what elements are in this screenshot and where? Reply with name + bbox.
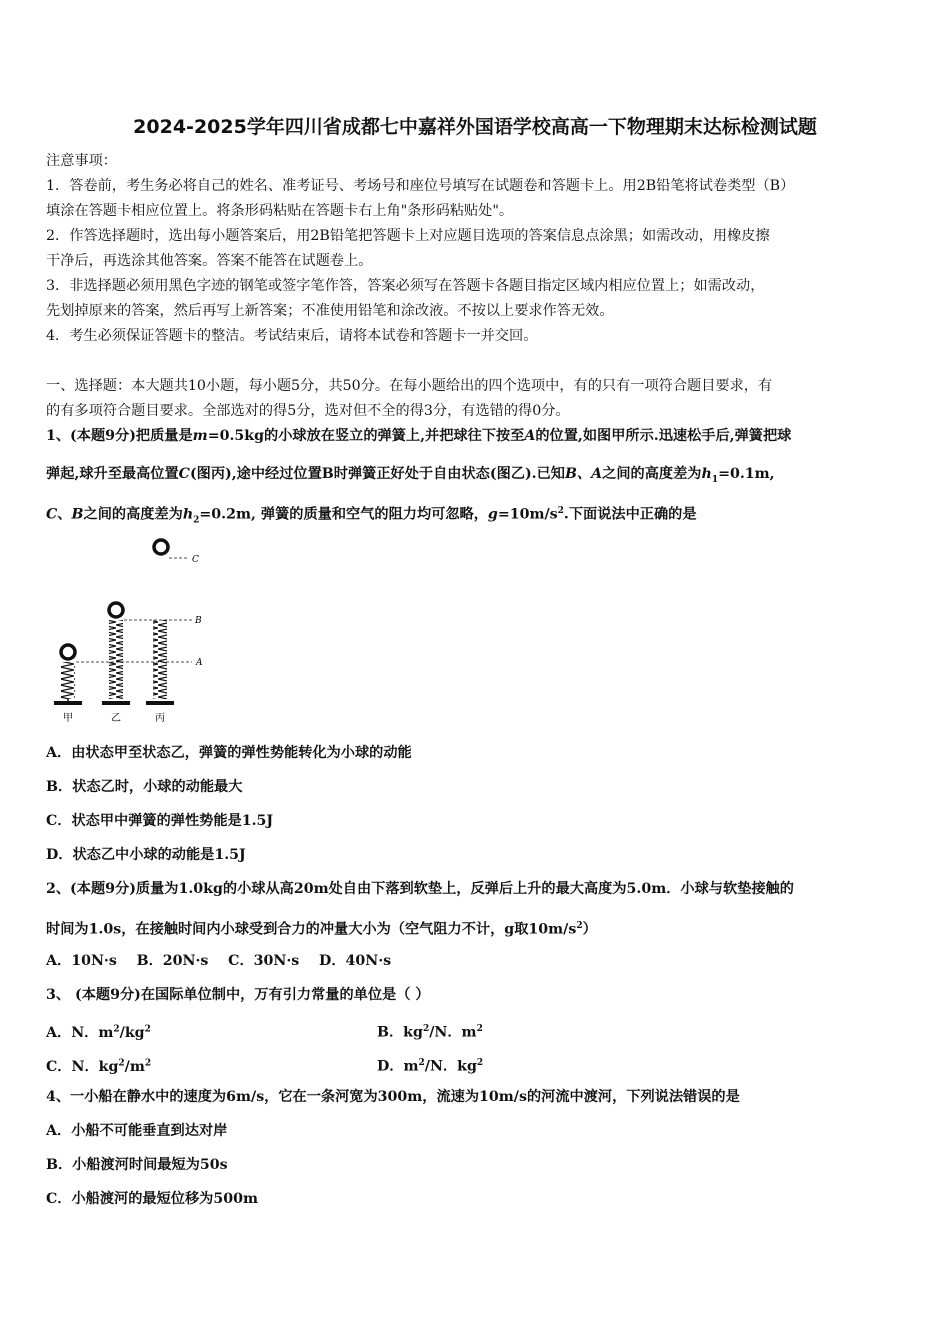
q3-superscript: 2: [422, 1024, 430, 1034]
q1-text: 之间的高度差为: [83, 506, 183, 523]
notice-line: 干净后，再选涂其他答案。答案不能答在试题卷上。: [46, 253, 373, 269]
notice-line: 填涂在答题卡相应位置上。将条形码粘贴在答题卡右上角"条形码粘贴处"。: [46, 203, 514, 219]
q1-var-h1: h: [701, 466, 712, 482]
q3-option-b: [377, 1020, 483, 1042]
section-intro-line: 的有多项符合题目要求。全部选对的得5分，选对但不全的得3分，有选错的得0分。: [46, 403, 570, 419]
page-title: 2024-2025学年四川省成都七中嘉祥外国语学校高高一下物理期末达标检测试题: [133, 116, 817, 138]
label-b: B: [195, 616, 202, 626]
q1-text: =0.5kg的小球放在竖立的弹簧上,并把球往下按至: [207, 428, 525, 444]
q1-stem-line-2: [46, 465, 910, 489]
q1-var-a: A: [524, 428, 536, 444]
q3-superscript: 2: [113, 1024, 120, 1034]
label-c: C: [192, 555, 199, 565]
notice-line: 2．作答选择题时，选出每小题答案后，用2B铅笔把答题卡上对应题目选项的答案信息点涂黑；如需改动，用橡皮擦: [46, 228, 770, 244]
ball-yi: [109, 603, 123, 617]
q2-superscript: 2: [576, 921, 583, 931]
q1-var-h2: h: [182, 506, 194, 523]
q3-stem: 3、 (本题9分)在国际单位制中，万有引力常量的单位是（ ）: [46, 987, 430, 1003]
q1-stem-line-1: [46, 427, 910, 445]
q1-subscript: 2: [193, 515, 200, 526]
q3-text: B．kg: [377, 1024, 423, 1041]
q3-options-row-1: [46, 1020, 910, 1042]
q3-option-d: [377, 1054, 483, 1076]
q1-var-m: m: [192, 428, 208, 444]
q3-text: /N．m: [429, 1024, 477, 1041]
notice-line: 先划掉原来的答案，然后再写上新答案；不准使用铅笔和涂改液。不按以上要求作答无效。: [46, 303, 614, 319]
label-a: A: [196, 658, 203, 668]
q1-text: 之间的高度差为: [602, 466, 702, 482]
spring-bing: [153, 620, 167, 699]
base-bing: [146, 701, 174, 705]
q2-text: 时间为1.0s，在接触时间内小球受到合力的冲量大小为（空气阻力不计，g取10m/s: [46, 921, 577, 938]
base-jia: [54, 701, 82, 705]
q1-text: .下面说法中正确的是: [563, 506, 697, 523]
q3-text: C．N．kg: [46, 1058, 119, 1075]
q1-text: =10m/s: [497, 506, 558, 523]
q3-text: /kg: [119, 1024, 145, 1041]
q1-superscript: 2: [557, 506, 564, 516]
q1-text: =0.2m, 弹簧的质量和空气的阻力均可忽略，: [199, 506, 488, 523]
q1-text: 弹起,球升至最高位置: [46, 466, 179, 482]
q1-var-b: B: [71, 506, 84, 523]
notice-line: 1．答卷前，考生务必将自己的姓名、准考证号、考场号和座位号填写在试题卷和答题卡上。用2B铅笔将试卷类型（B）: [46, 178, 795, 194]
q1-var-ba: B、A: [564, 466, 603, 482]
q3-text: A．N．m: [46, 1024, 114, 1041]
q3-text: D．m: [377, 1058, 419, 1075]
base-yi: [102, 701, 130, 705]
notice-line: 4．考生必须保证答题卡的整洁。考试结束后，请将本试卷和答题卡一并交回。: [46, 328, 538, 344]
q4-stem: 4、一小船在静水中的速度为6m/s，它在一条河宽为300m，流速为10m/s的河流中渡河，下列说法错误的是: [46, 1089, 740, 1105]
q3-superscript: 2: [476, 1024, 483, 1034]
q4-option-a: A．小船不可能垂直到达对岸: [46, 1123, 228, 1139]
ball-c: [154, 540, 168, 554]
label-jia: 甲: [63, 713, 73, 724]
q2-stem-line-2: [46, 917, 910, 939]
section-intro-line: 一、选择题：本大题共10小题，每小题5分，共50分。在每小题给出的四个选项中，有的只有一项符合题目要求，有: [46, 378, 773, 394]
q1-option-d: D．状态乙中小球的动能是1.5J: [46, 847, 246, 863]
q2-text: ）: [582, 921, 597, 938]
q2-stem-line-1: 2、(本题9分)质量为1.0kg的小球从高20m处自由下落到软垫上，反弹后上升的最大高度为5.0m．小球与软垫接触的: [46, 881, 794, 897]
ball-jia: [61, 645, 75, 659]
spring-jia: [61, 662, 75, 699]
notice-line: 3．非选择题必须用黑色字迹的钢笔或签字笔作答，答案必须写在答题卡各题目指定区域内相应位置上；如需改动，: [46, 278, 765, 294]
q3-superscript: 2: [144, 1024, 151, 1034]
notice-heading: 注意事项：: [46, 153, 117, 169]
q1-option-c: C．状态甲中弹簧的弹性势能是1.5J: [46, 813, 274, 829]
q3-options-row-2: [46, 1054, 910, 1076]
q1-stem-line-3: [46, 502, 910, 530]
q2-options: A．10N·s B．20N·s C．30N·s D．40N·s: [46, 953, 392, 969]
q4-option-c: C．小船渡河的最短位移为500m: [46, 1191, 258, 1207]
q1-text: 1、(本题9分)把质量是: [46, 428, 193, 444]
q4-option-b: B．小船渡河时间最短为50s: [46, 1157, 228, 1173]
label-bing: 丙: [155, 713, 165, 724]
q1-text: 、: [57, 506, 72, 523]
q3-text: /m: [124, 1058, 145, 1075]
q3-option-a: [46, 1025, 151, 1041]
q1-option-b: B．状态乙时，小球的动能最大: [46, 779, 243, 795]
q1-subscript: 1: [711, 474, 719, 485]
spring-yi: [109, 620, 123, 699]
spring-figure: [46, 535, 216, 725]
q1-text: 的位置,如图甲所示.迅速松手后,弹簧把球: [535, 428, 792, 444]
q1-var-c: C: [178, 466, 190, 482]
q3-superscript: 2: [118, 1058, 125, 1068]
q1-text: (图丙),途中经过位置B时弹簧正好处于自由状态(图乙).已知: [189, 466, 565, 482]
q1-var-g: g: [487, 506, 498, 523]
q1-text: =0.1m,: [718, 466, 775, 482]
label-yi: 乙: [111, 713, 121, 724]
q3-option-c: [46, 1059, 151, 1075]
q3-text: /N．kg: [424, 1058, 477, 1075]
q3-superscript: 2: [476, 1058, 484, 1068]
q3-superscript: 2: [144, 1058, 152, 1068]
q1-var-c: C: [46, 506, 58, 523]
q1-option-a: A．由状态甲至状态乙，弹簧的弹性势能转化为小球的动能: [46, 745, 412, 761]
q3-superscript: 2: [418, 1058, 425, 1068]
